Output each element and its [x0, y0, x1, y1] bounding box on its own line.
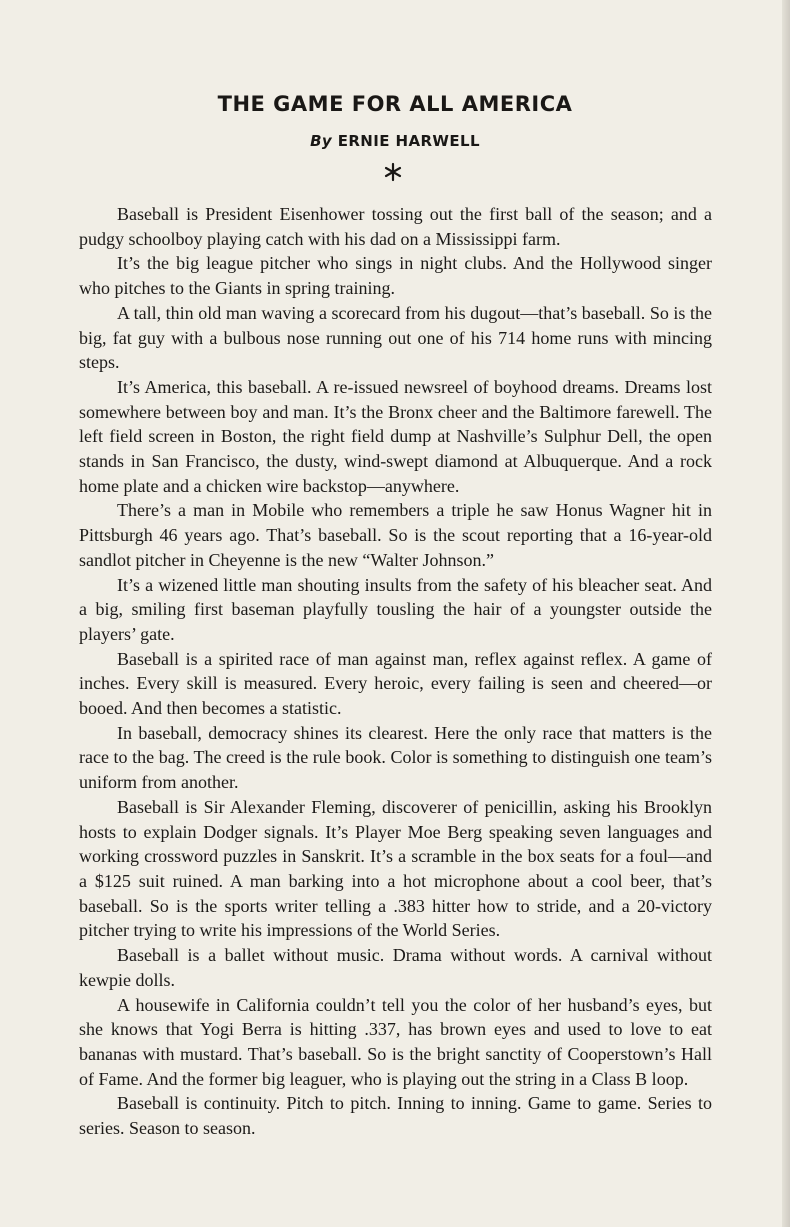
paragraph-6: It’s a wizened little man shouting insults from the safety of his bleacher seat. And a big, smiling first baseman playfully tousling the hair of a youngster outside the players’ gate.	[79, 574, 712, 644]
paragraph-7: Baseball is a spirited race of man against man, reflex against reflex. A game of inches. Every skill is measured. Every heroic, every failing is seen and cheered—or booed. And then becomes a statistic.	[79, 648, 712, 719]
paragraph-8: In baseball, democracy shines its clearest. Here the only race that matters is the race to the bag. The creed is the rule book. Color is something to distinguish one team’s uniform from another.	[79, 722, 712, 793]
paragraph-4: It’s America, this baseball. A re-issued newsreel of boyhood dreams. Dreams lost somewhere between boy and man. It’s the Bronx cheer and the Baltimore farewell. The left field screen in Boston, the right field dump at Nashville’s Sulphur Dell, the open stands in San Francisco, the dusty, wind-swept diamond at Albuquerque. And a rock home plate and a chicken wire backstop—anywhere.	[79, 376, 712, 496]
paragraph-1: Baseball is President Eisenhower tossing out the first ball of the season; and a pudgy schoolboy playing catch with his dad on a Mississippi farm.	[79, 204, 712, 249]
page-edge	[782, 0, 790, 1227]
page-title: THE GAME FOR ALL AMERICA	[217, 92, 573, 116]
paragraph-9: Baseball is Sir Alexander Fleming, discoverer of penicillin, asking his Brooklyn hosts to explain Dodger signals. It’s Player Moe Berg speaking seven languages and working crossword puzzles in Sanskrit. It’s a scramble in the box seats for a foul—and a $125 suit ruined. A man barking into a hot microphone about a cool beer, that’s baseball. So is the sports writer telling a .383 hitter how to stride, and a 20-victory pitcher trying to write his impressions of the World Series.	[79, 796, 712, 941]
paragraph-11: A housewife in California couldn’t tell you the color of her husband’s eyes, but she knows that Yogi Berra is hitting .337, has brown eyes and used to love to eat bananas with mustard. That’s baseball. So is the bright sanctity of Cooperstown’s Hall of Fame. And the former big leaguer, who is playing out the string in a Class B loop.	[79, 994, 712, 1089]
byline	[0, 132, 790, 150]
paragraph-3: A tall, thin old man waving a scorecard from his dugout—that’s baseball. So is the big, fat guy with a bulbous nose running out one of his 714 home runs with mincing steps.	[79, 302, 712, 373]
star-asterisk-icon	[383, 162, 403, 182]
paragraph-10: Baseball is a ballet without music. Drama without words. A carnival without kewpie dolls.	[79, 945, 712, 990]
article-body	[79, 202, 712, 1141]
author-name: ERNIE HARWELL	[337, 132, 480, 150]
paragraph-5: There’s a man in Mobile who remembers a triple he saw Honus Wagner hit in Pittsburgh 46 years ago. That’s baseball. So is the scout reporting that a 16-year-old sandlot pitcher in Cheyenne is the new “Walter Johnson.”	[79, 500, 712, 570]
paragraph-2: It’s the big league pitcher who sings in night clubs. And the Hollywood singer who pitches to the Giants in spring training.	[79, 253, 712, 299]
paragraph-12: Baseball is continuity. Pitch to pitch. Inning to inning. Game to game. Series to series. Season to season.	[79, 1093, 712, 1139]
byline-prefix: By	[310, 132, 333, 150]
